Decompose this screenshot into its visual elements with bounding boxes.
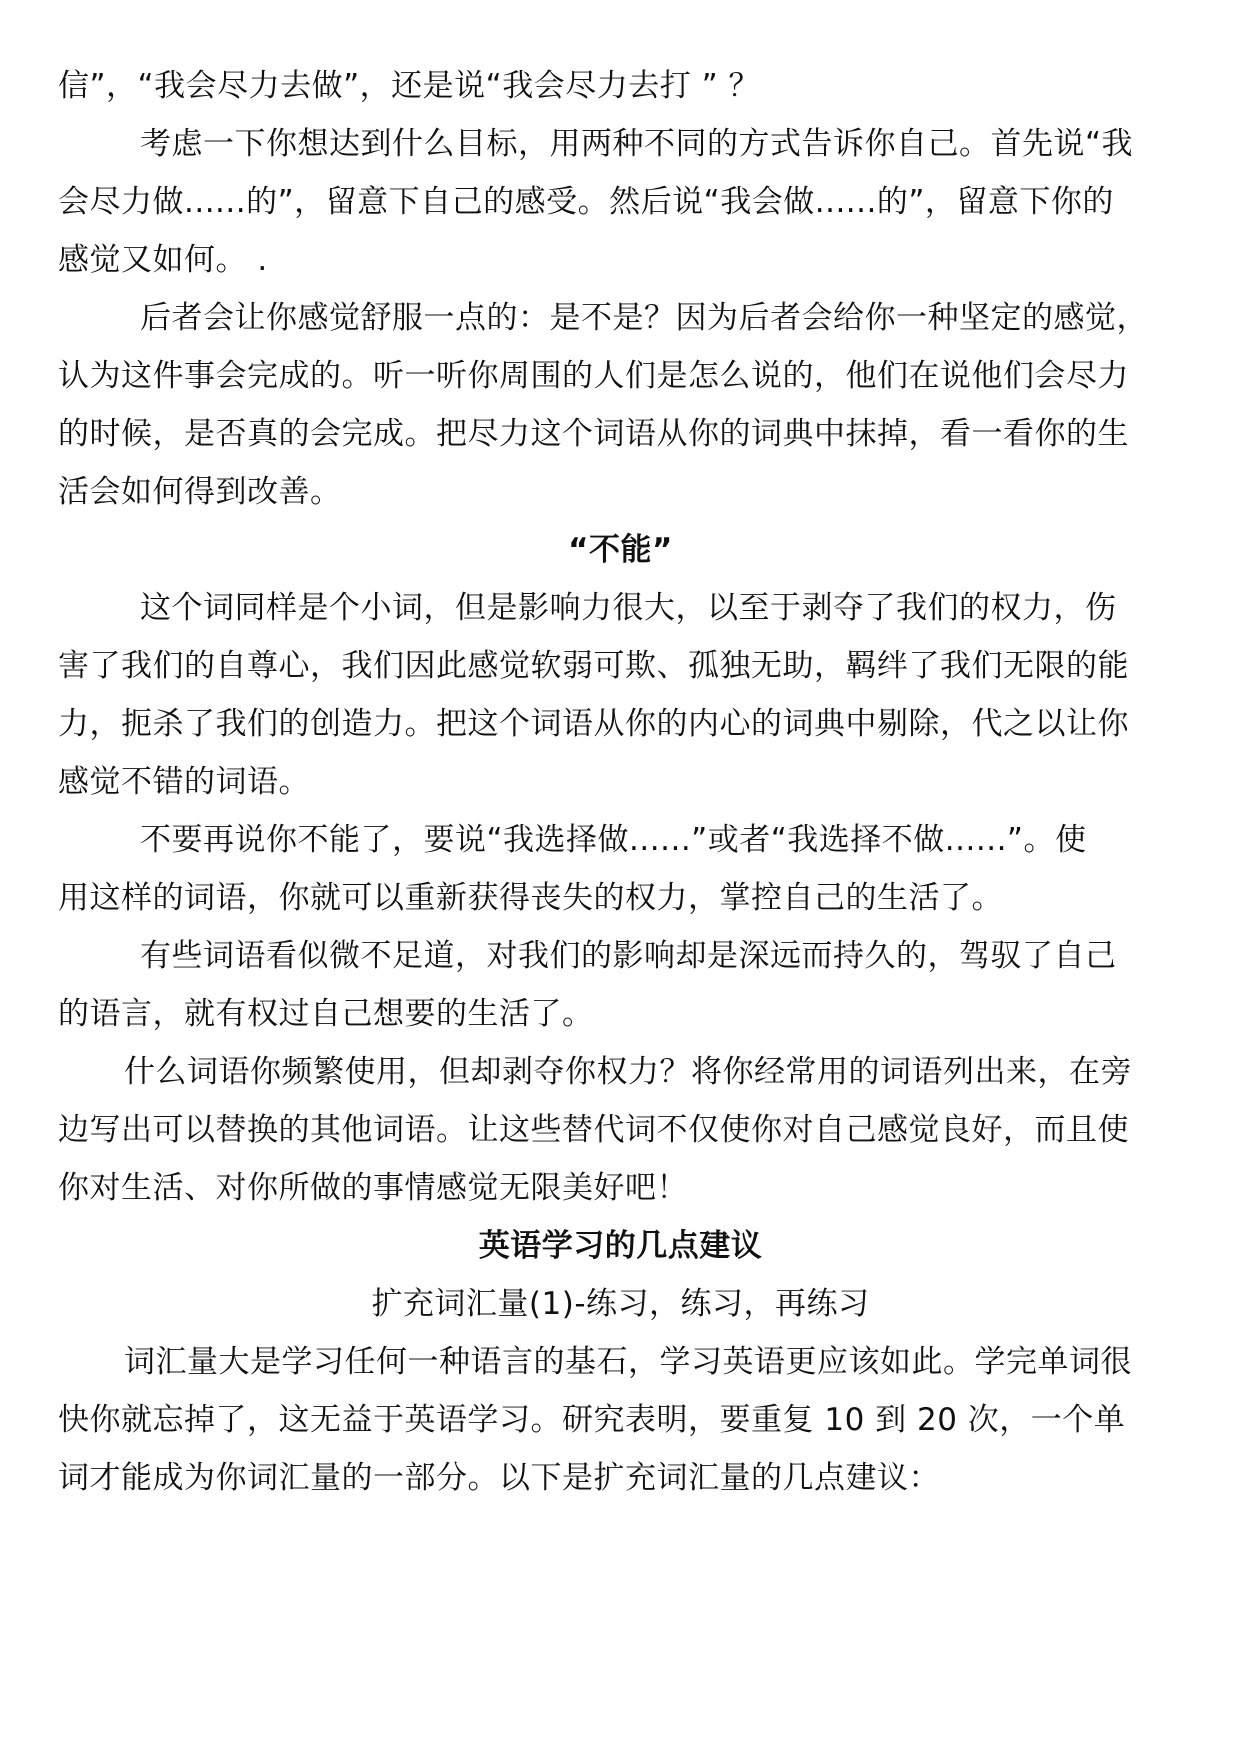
paragraph-line: 边写出可以替换的其他词语。让这些替代词不仅使你对自己感觉良好，而且使 bbox=[58, 1112, 1129, 1148]
paragraph-line: 有些词语看似微不足道，对我们的影响却是深远而持久的，驾驭了自己 bbox=[140, 938, 1117, 974]
section-heading: “不能” bbox=[568, 532, 673, 568]
paragraph-line: 活会如何得到改善。 bbox=[58, 474, 342, 510]
paragraph-line: 力，扼杀了我们的创造力。把这个词语从你的内心的词典中剔除，代之以让你 bbox=[58, 706, 1129, 742]
paragraph-line: 害了我们的自尊心，我们因此感觉软弱可欺、孤独无助，羁绊了我们无限的能 bbox=[58, 648, 1129, 684]
paragraph-line: 词汇量大是学习任何一种语言的基石，学习英语更应该如此。学完单词很 bbox=[124, 1344, 1132, 1380]
paragraph-line: 词才能成为你词汇量的一部分。以下是扩充词汇量的几点建议： bbox=[58, 1460, 940, 1496]
paragraph-line: 信”，“我会尽力去做”，还是说“我会尽力去打 ” ？ bbox=[58, 68, 761, 104]
section-subheading: 扩充词汇量(1)-练习，练习，再练习 bbox=[371, 1286, 870, 1322]
paragraph-line: 考虑一下你想达到什么目标，用两种不同的方式告诉你自己。首先说“我 bbox=[140, 126, 1134, 162]
paragraph-line: 会尽力做......的”，留意下自己的感受。然后说“我会做......的”，留意下你的 bbox=[58, 184, 1114, 220]
paragraph-line: 快你就忘掉了，这无益于英语学习。研究表明，要重复 10 到 20 次，一个单 bbox=[58, 1402, 1126, 1438]
paragraph-line: 你对生活、对你所做的事情感觉无限美好吧！ bbox=[58, 1170, 688, 1206]
paragraph-line: 这个词同样是个小词，但是影响力很大，以至于剥夺了我们的权力，伤 bbox=[140, 590, 1117, 626]
paragraph-line: 什么词语你频繁使用，但却剥夺你权力？将你经常用的词语列出来，在旁 bbox=[124, 1054, 1132, 1090]
paragraph-line: 感觉不错的词语。 bbox=[58, 764, 310, 800]
paragraph-line: 不要再说你不能了，要说“我选择做......”或者“我选择不做......”。使 bbox=[140, 822, 1087, 858]
paragraph-line: 的时候，是否真的会完成。把尽力这个词语从你的词典中抹掉，看一看你的生 bbox=[58, 416, 1129, 452]
paragraph-line: 的语言，就有权过自己想要的生活了。 bbox=[58, 996, 594, 1032]
paragraph-line: 后者会让你感觉舒服一点的：是不是？因为后者会给你一种坚定的感觉， bbox=[140, 300, 1148, 336]
paragraph-line: 用这样的词语，你就可以重新获得丧失的权力，掌控自己的生活了。 bbox=[58, 880, 1003, 916]
paragraph-line: 认为这件事会完成的。听一听你周围的人们是怎么说的，他们在说他们会尽力 bbox=[58, 358, 1129, 394]
paragraph-line: 感觉又如何。 . bbox=[58, 242, 268, 278]
section-heading: 英语学习的几点建议 bbox=[478, 1228, 763, 1264]
